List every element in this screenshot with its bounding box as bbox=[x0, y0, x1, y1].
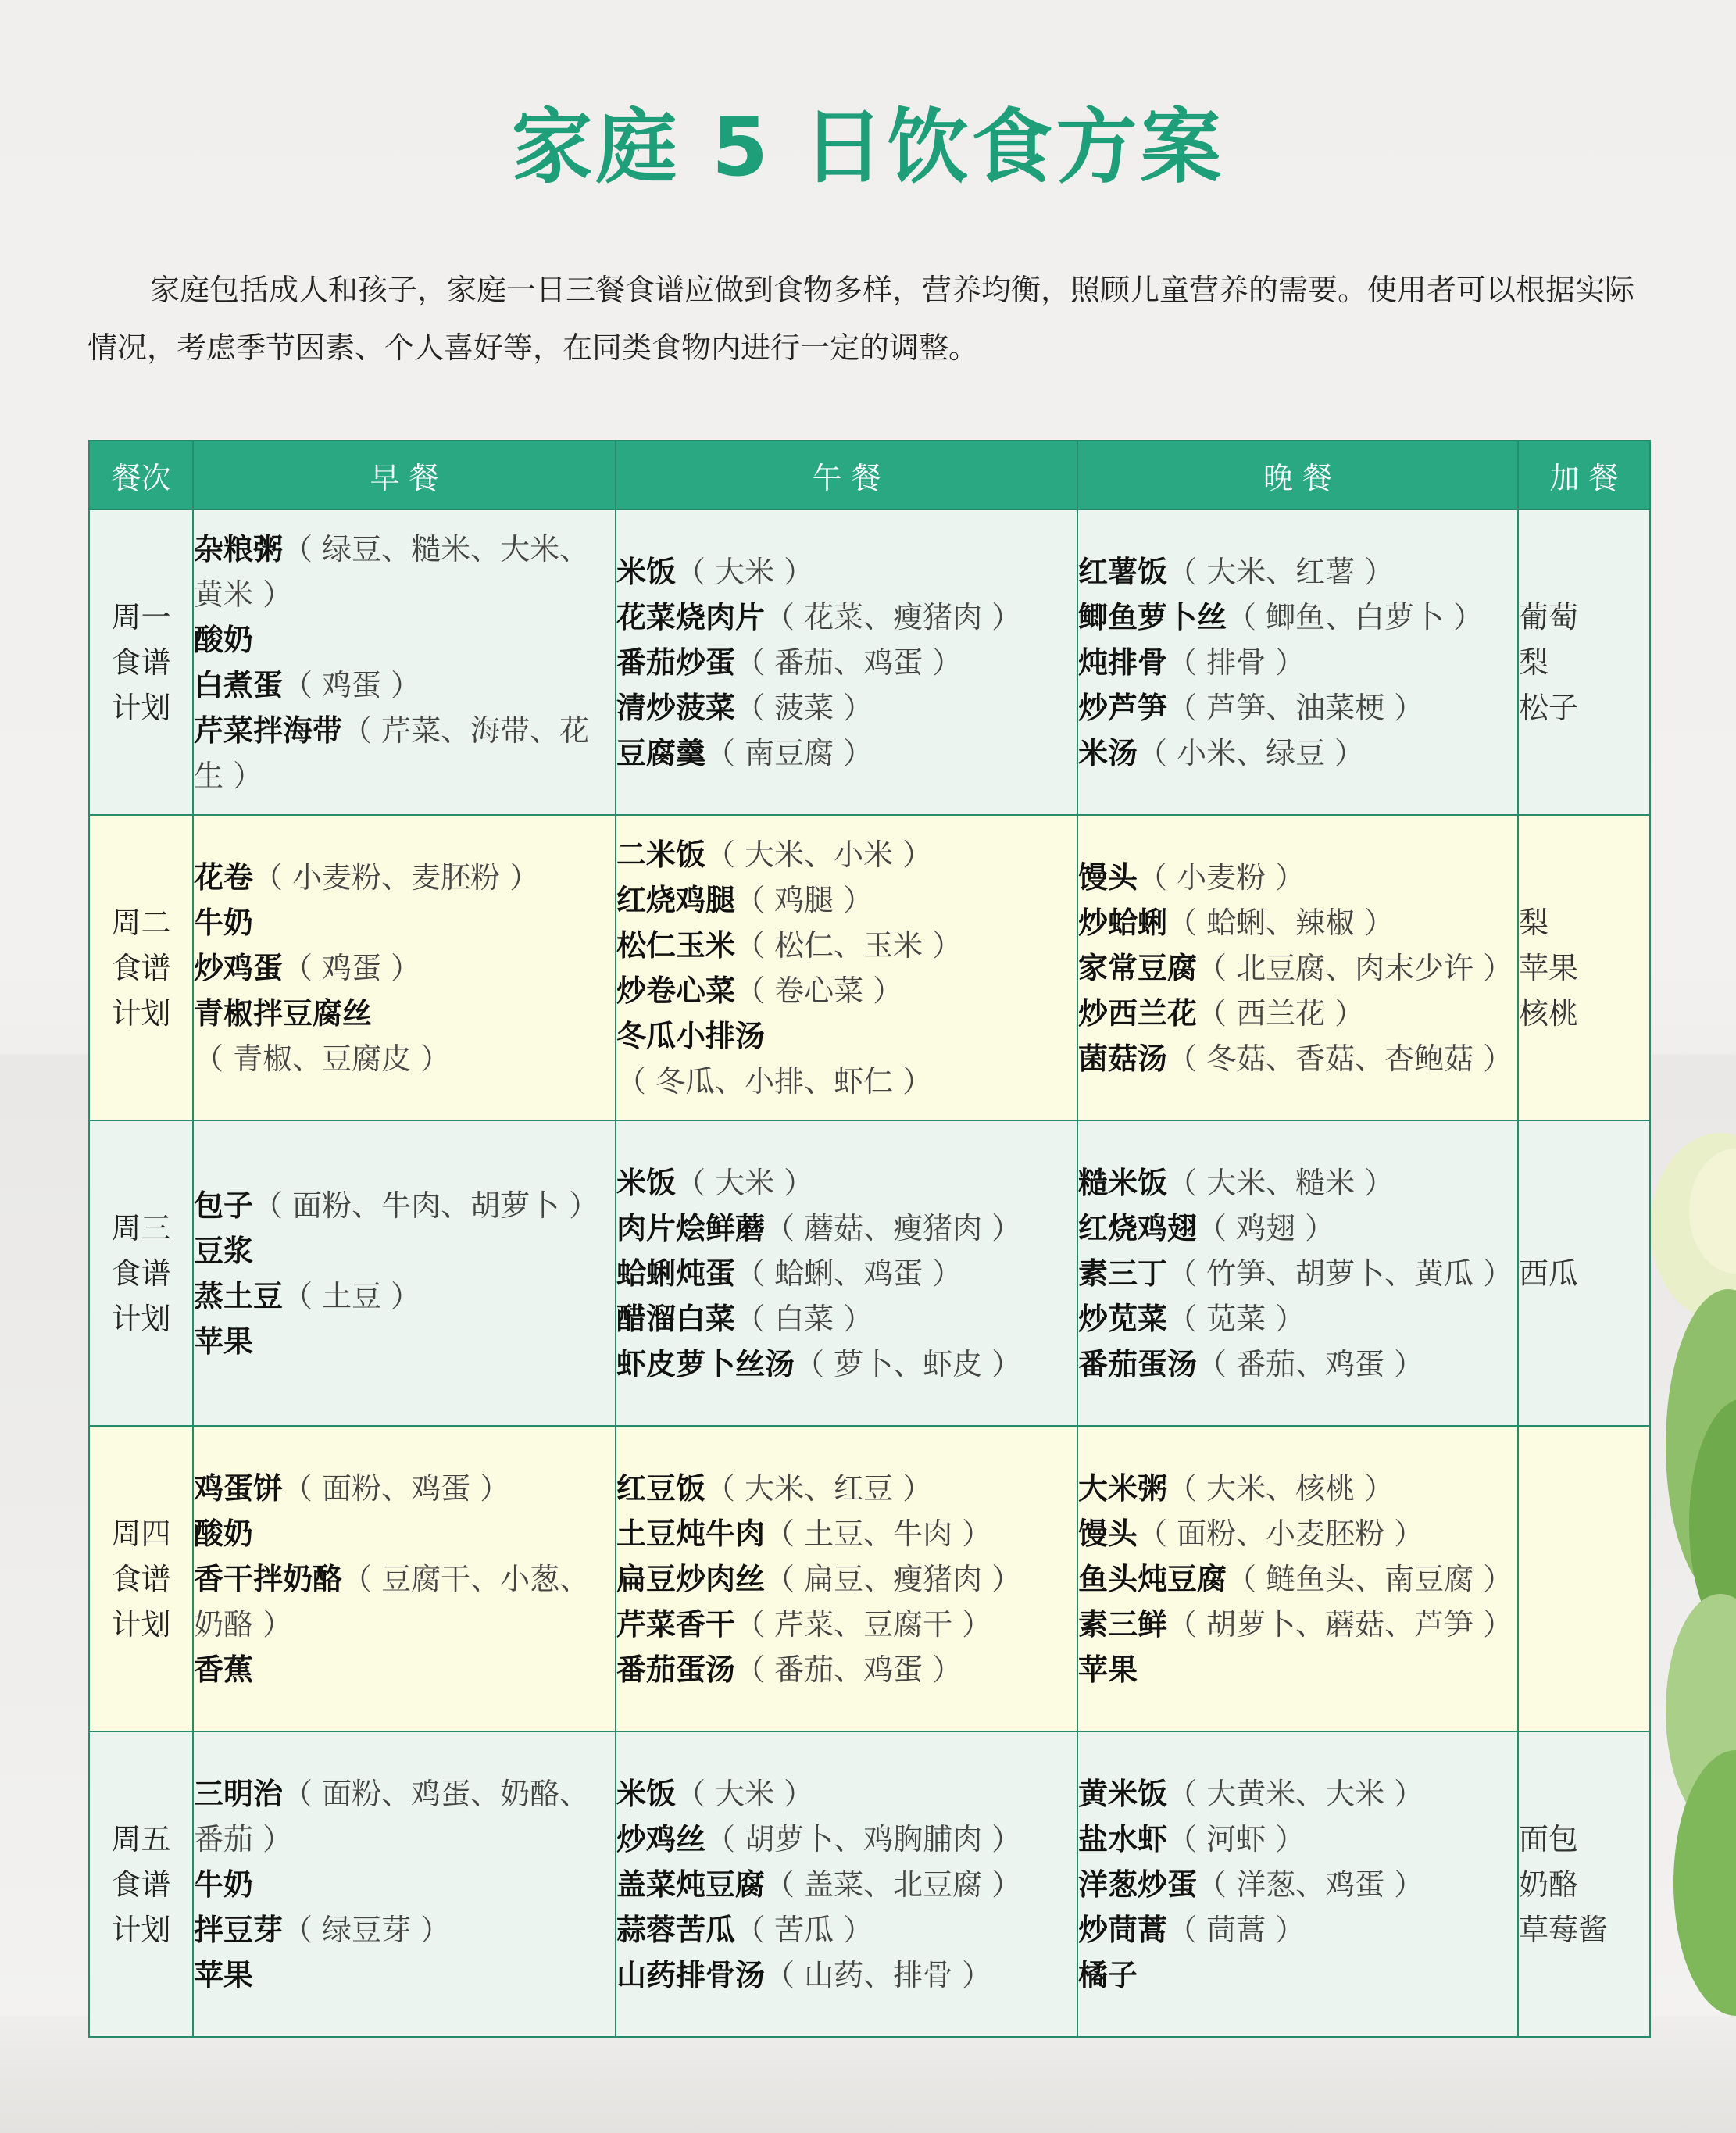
dish-ingredients: （ 苋菜 ） bbox=[1167, 1301, 1306, 1336]
dish-name: 肉片烩鲜蘑 bbox=[616, 1210, 766, 1245]
dish-ingredients: （ 大米 ） bbox=[676, 1776, 814, 1811]
dish-name: 醋溜白菜 bbox=[616, 1301, 736, 1336]
dish-item bbox=[194, 1907, 615, 1953]
extra-item: 面包 bbox=[1519, 1821, 1579, 1856]
dish-name: 酸奶 bbox=[194, 1516, 254, 1551]
dish-item bbox=[616, 731, 1077, 776]
dish-item bbox=[616, 1296, 1077, 1342]
extra-meal-cell bbox=[1518, 1120, 1650, 1426]
dish-item bbox=[1078, 1342, 1517, 1387]
dish-name: 炒蛤蜊 bbox=[1078, 905, 1168, 940]
dish-item bbox=[1078, 900, 1517, 945]
dish-name: 素三鲜 bbox=[1078, 1606, 1168, 1642]
dish-ingredients: （ 冬菇、香菇、杏鲍菇 ） bbox=[1167, 1041, 1513, 1076]
table-row bbox=[89, 815, 1650, 1120]
dish-name: 红薯饭 bbox=[1078, 554, 1168, 589]
extra-meal-cell bbox=[1518, 509, 1650, 815]
dish-ingredients: （ 土豆 ） bbox=[283, 1278, 421, 1313]
day-label-line: 周二 bbox=[111, 905, 171, 940]
dish-item bbox=[194, 1319, 615, 1364]
dish-name: 红豆饭 bbox=[616, 1470, 706, 1506]
dinner-cell bbox=[1077, 815, 1518, 1120]
day-label-line: 计划 bbox=[111, 690, 171, 725]
dish-ingredients: （ 扁豆、瘦猪肉 ） bbox=[765, 1561, 1022, 1596]
dish-ingredients: （ 大米、糙米 ） bbox=[1167, 1165, 1395, 1200]
day-label-line: 周五 bbox=[111, 1821, 171, 1856]
dish-ingredients: （ 洋葱、鸡蛋 ） bbox=[1197, 1867, 1424, 1902]
dish-item bbox=[194, 708, 615, 799]
dish-ingredients: （ 芦笋、油菜梗 ） bbox=[1167, 690, 1424, 725]
dish-item bbox=[1078, 1036, 1517, 1081]
dish-name: 白煮蛋 bbox=[194, 667, 284, 702]
dish-item bbox=[1078, 1602, 1517, 1647]
dish-item bbox=[194, 1771, 615, 1862]
dish-name: 青椒拌豆腐丝 bbox=[194, 995, 373, 1031]
dish-name: 包子 bbox=[194, 1188, 254, 1223]
dish-name: 米饭 bbox=[616, 554, 677, 589]
dish-name: 苹果 bbox=[194, 1957, 254, 1992]
dish-name: 苹果 bbox=[1078, 1652, 1138, 1687]
dish-name: 花卷 bbox=[194, 859, 254, 895]
dish-item bbox=[194, 1953, 615, 1998]
header-lunch: 午 餐 bbox=[616, 441, 1077, 509]
day-label-line: 食谱 bbox=[111, 645, 171, 680]
dish-name: 盖菜炖豆腐 bbox=[616, 1867, 766, 1902]
extra-item: 西瓜 bbox=[1519, 1256, 1579, 1291]
table-row bbox=[89, 1120, 1650, 1426]
dish-name: 香蕉 bbox=[194, 1652, 254, 1687]
dish-ingredients: （ 绿豆、糙米、大米、黄米 ） bbox=[194, 531, 590, 612]
dish-item bbox=[1078, 1206, 1517, 1251]
dish-name: 冬瓜小排汤 bbox=[616, 1018, 766, 1053]
dish-item bbox=[194, 945, 615, 991]
dish-item bbox=[194, 617, 615, 663]
dish-item bbox=[194, 1466, 615, 1511]
dish-ingredients: （ 鲢鱼头、南豆腐 ） bbox=[1227, 1561, 1513, 1596]
dish-name: 红烧鸡腿 bbox=[616, 882, 736, 917]
breakfast-cell bbox=[193, 1731, 616, 2037]
dish-item bbox=[616, 1556, 1077, 1602]
dish-item bbox=[1078, 731, 1517, 776]
dish-item bbox=[616, 1602, 1077, 1647]
dish-item bbox=[194, 991, 615, 1081]
header-meal-time: 餐次 bbox=[89, 441, 193, 509]
dish-item bbox=[616, 685, 1077, 731]
dish-name: 二米饭 bbox=[616, 837, 706, 872]
day-cell bbox=[89, 1731, 193, 2037]
dish-name: 炒鸡丝 bbox=[616, 1821, 706, 1856]
dish-ingredients: （ 大米、小米 ） bbox=[705, 837, 933, 872]
dish-item bbox=[1078, 1817, 1517, 1862]
dish-item bbox=[194, 1274, 615, 1319]
dish-item bbox=[616, 1160, 1077, 1206]
dish-ingredients: （ 芹菜、豆腐干 ） bbox=[735, 1606, 992, 1642]
dish-ingredients: （ 蘑菇、瘦猪肉 ） bbox=[765, 1210, 1022, 1245]
lunch-cell bbox=[616, 1731, 1077, 2037]
dish-name: 蒸土豆 bbox=[194, 1278, 284, 1313]
day-label-line: 计划 bbox=[111, 1301, 171, 1336]
day-label-line: 周一 bbox=[111, 599, 171, 634]
day-label-line: 食谱 bbox=[111, 1256, 171, 1291]
day-label-line: 计划 bbox=[111, 1606, 171, 1642]
dish-ingredients: （ 大米 ） bbox=[676, 1165, 814, 1200]
dish-ingredients: （ 小麦粉、麦胚粉 ） bbox=[253, 859, 540, 895]
dish-name: 蛤蜊炖蛋 bbox=[616, 1256, 736, 1291]
dish-name: 米饭 bbox=[616, 1776, 677, 1811]
dish-item bbox=[616, 877, 1077, 923]
dish-ingredients: （ 白菜 ） bbox=[735, 1301, 873, 1336]
dish-ingredients: （ 河虾 ） bbox=[1167, 1821, 1306, 1856]
dish-item bbox=[194, 1511, 615, 1556]
dish-name: 虾皮萝卜丝汤 bbox=[616, 1346, 795, 1381]
breakfast-cell bbox=[193, 509, 616, 815]
dish-ingredients: （ 面粉、牛肉、胡萝卜 ） bbox=[253, 1188, 599, 1223]
dish-ingredients: （ 松仁、玉米 ） bbox=[735, 927, 963, 963]
dish-item bbox=[616, 1466, 1077, 1511]
dish-item bbox=[1078, 1556, 1517, 1602]
dish-ingredients: （ 绿豆芽 ） bbox=[283, 1912, 451, 1947]
extra-item: 苹果 bbox=[1519, 950, 1579, 985]
dinner-cell bbox=[1077, 1426, 1518, 1731]
dish-item bbox=[616, 1013, 1077, 1104]
dish-ingredients: （ 小麦粉 ） bbox=[1138, 859, 1306, 895]
dish-item bbox=[616, 832, 1077, 877]
page-title: 家庭 5 日饮食方案 bbox=[511, 99, 1225, 195]
extra-meal-cell bbox=[1518, 1426, 1650, 1731]
dish-name: 芹菜拌海带 bbox=[194, 713, 343, 748]
dish-ingredients: （ 菠菜 ） bbox=[735, 690, 873, 725]
dish-item bbox=[616, 923, 1077, 968]
dish-item bbox=[616, 595, 1077, 640]
dish-item bbox=[1078, 855, 1517, 900]
dish-ingredients: （ 大米、红薯 ） bbox=[1167, 554, 1395, 589]
dish-ingredients: （ 面粉、鸡蛋、奶酪、番茄 ） bbox=[194, 1776, 590, 1856]
table-row bbox=[89, 509, 1650, 815]
dish-ingredients: （ 冬瓜、小排、虾仁 ） bbox=[616, 1063, 933, 1099]
day-cell bbox=[89, 509, 193, 815]
dish-name: 炖排骨 bbox=[1078, 645, 1168, 680]
dish-item bbox=[1078, 685, 1517, 731]
breakfast-cell bbox=[193, 815, 616, 1120]
dish-name: 红烧鸡翅 bbox=[1078, 1210, 1198, 1245]
dish-ingredients: （ 茼蒿 ） bbox=[1167, 1912, 1306, 1947]
dish-name: 牛奶 bbox=[194, 1867, 254, 1902]
dish-ingredients: （ 番茄、鸡蛋 ） bbox=[735, 645, 963, 680]
dish-item bbox=[616, 968, 1077, 1013]
dish-ingredients: （ 大米、核桃 ） bbox=[1167, 1470, 1395, 1506]
day-cell bbox=[89, 815, 193, 1120]
dish-name: 橘子 bbox=[1078, 1957, 1138, 1992]
dish-name: 黄米饭 bbox=[1078, 1776, 1168, 1811]
dish-item bbox=[1078, 945, 1517, 991]
dish-item bbox=[1078, 991, 1517, 1036]
dish-ingredients: （ 番茄、鸡蛋 ） bbox=[735, 1652, 963, 1687]
dish-name: 鱼头炖豆腐 bbox=[1078, 1561, 1227, 1596]
dish-item bbox=[1078, 1160, 1517, 1206]
dish-ingredients: （ 鸡翅 ） bbox=[1197, 1210, 1335, 1245]
dish-ingredients: （ 番茄、鸡蛋 ） bbox=[1197, 1346, 1424, 1381]
dish-name: 苹果 bbox=[194, 1324, 254, 1359]
dish-name: 花菜烧肉片 bbox=[616, 599, 766, 634]
dish-ingredients: （ 蛤蜊、辣椒 ） bbox=[1167, 905, 1395, 940]
dish-item bbox=[1078, 1511, 1517, 1556]
dish-ingredients: （ 蛤蜊、鸡蛋 ） bbox=[735, 1256, 963, 1291]
table-row bbox=[89, 1426, 1650, 1731]
dish-name: 大米粥 bbox=[1078, 1470, 1168, 1506]
dish-name: 米汤 bbox=[1078, 735, 1138, 770]
header-extra-meal: 加 餐 bbox=[1518, 441, 1650, 509]
dish-name: 番茄蛋汤 bbox=[616, 1652, 736, 1687]
dish-name: 牛奶 bbox=[194, 905, 254, 940]
breakfast-cell bbox=[193, 1426, 616, 1731]
dish-item bbox=[616, 1251, 1077, 1296]
dish-ingredients: （ 大黄米、大米 ） bbox=[1167, 1776, 1424, 1811]
header-breakfast: 早 餐 bbox=[193, 441, 616, 509]
day-label-line: 食谱 bbox=[111, 1867, 171, 1902]
dish-ingredients: （ 胡萝卜、蘑菇、芦笋 ） bbox=[1167, 1606, 1513, 1642]
dish-name: 炒芦笋 bbox=[1078, 690, 1168, 725]
dish-item bbox=[194, 1183, 615, 1228]
dish-name: 香干拌奶酪 bbox=[194, 1561, 343, 1596]
lunch-cell bbox=[616, 1120, 1077, 1426]
day-label-line: 食谱 bbox=[111, 1561, 171, 1596]
dish-ingredients: （ 萝卜、虾皮 ） bbox=[795, 1346, 1022, 1381]
dish-item bbox=[616, 1817, 1077, 1862]
dish-ingredients: （ 豆腐干、小葱、奶酪 ） bbox=[194, 1561, 590, 1642]
dish-item bbox=[616, 640, 1077, 685]
dish-ingredients: （ 山药、排骨 ） bbox=[765, 1957, 992, 1992]
dish-ingredients: （ 鲫鱼、白萝卜 ） bbox=[1227, 599, 1484, 634]
dish-ingredients: （ 苦瓜 ） bbox=[735, 1912, 873, 1947]
dish-ingredients: （ 大米 ） bbox=[676, 554, 814, 589]
dish-name: 土豆炖牛肉 bbox=[616, 1516, 766, 1551]
dish-name: 炒西兰花 bbox=[1078, 995, 1198, 1031]
meal-plan-table bbox=[88, 440, 1651, 2038]
dish-name: 山药排骨汤 bbox=[616, 1957, 766, 1992]
dish-item bbox=[194, 900, 615, 945]
dish-name: 鸡蛋饼 bbox=[194, 1470, 284, 1506]
dish-item bbox=[616, 1953, 1077, 1998]
dinner-cell bbox=[1077, 1120, 1518, 1426]
extra-meal-cell bbox=[1518, 1731, 1650, 2037]
extra-item: 草莓酱 bbox=[1519, 1912, 1609, 1947]
dish-ingredients: （ 北豆腐、肉末少许 ） bbox=[1197, 950, 1513, 985]
day-cell bbox=[89, 1426, 193, 1731]
dish-item bbox=[616, 1206, 1077, 1251]
dish-item bbox=[616, 1862, 1077, 1907]
dish-name: 炒卷心菜 bbox=[616, 973, 736, 1008]
dish-name: 鲫鱼萝卜丝 bbox=[1078, 599, 1227, 634]
day-label-line: 计划 bbox=[111, 995, 171, 1031]
day-label-line: 周三 bbox=[111, 1210, 171, 1245]
dish-name: 米饭 bbox=[616, 1165, 677, 1200]
dish-item bbox=[1078, 549, 1517, 595]
extra-meal-cell bbox=[1518, 815, 1650, 1120]
day-label-line: 计划 bbox=[111, 1912, 171, 1947]
dish-name: 松仁玉米 bbox=[616, 927, 736, 963]
dish-ingredients: （ 西兰花 ） bbox=[1197, 995, 1365, 1031]
dinner-cell bbox=[1077, 1731, 1518, 2037]
dish-ingredients: （ 土豆、牛肉 ） bbox=[765, 1516, 992, 1551]
dish-item bbox=[1078, 1862, 1517, 1907]
dish-name: 素三丁 bbox=[1078, 1256, 1168, 1291]
dish-item bbox=[1078, 1907, 1517, 1953]
dish-item bbox=[194, 1862, 615, 1907]
dish-ingredients: （ 面粉、小麦胚粉 ） bbox=[1138, 1516, 1424, 1551]
dish-item bbox=[616, 1342, 1077, 1387]
extra-item: 葡萄 bbox=[1519, 599, 1579, 634]
dish-item bbox=[194, 663, 615, 708]
dish-ingredients: （ 花菜、瘦猪肉 ） bbox=[765, 599, 1022, 634]
dish-ingredients: （ 小米、绿豆 ） bbox=[1138, 735, 1365, 770]
dish-ingredients: （ 面粉、鸡蛋 ） bbox=[283, 1470, 510, 1506]
dish-name: 炒茼蒿 bbox=[1078, 1912, 1168, 1947]
dish-name: 蒜蓉苦瓜 bbox=[616, 1912, 736, 1947]
dish-name: 杂粮粥 bbox=[194, 531, 284, 566]
extra-item: 梨 bbox=[1519, 645, 1549, 680]
dish-name: 三明治 bbox=[194, 1776, 284, 1811]
dish-name: 盐水虾 bbox=[1078, 1821, 1168, 1856]
dish-name: 扁豆炒肉丝 bbox=[616, 1561, 766, 1596]
extra-item: 松子 bbox=[1519, 690, 1579, 725]
lunch-cell bbox=[616, 509, 1077, 815]
dish-item bbox=[616, 1771, 1077, 1817]
dish-item bbox=[194, 527, 615, 617]
dish-name: 酸奶 bbox=[194, 622, 254, 657]
dish-item bbox=[1078, 1953, 1517, 1998]
day-cell bbox=[89, 1120, 193, 1426]
dish-item bbox=[616, 1511, 1077, 1556]
lunch-cell bbox=[616, 815, 1077, 1120]
dish-ingredients: （ 鸡腿 ） bbox=[735, 882, 873, 917]
dish-name: 馒头 bbox=[1078, 859, 1138, 895]
dish-name: 馒头 bbox=[1078, 1516, 1138, 1551]
dish-item bbox=[616, 1647, 1077, 1692]
dish-ingredients: （ 竹笋、胡萝卜、黄瓜 ） bbox=[1167, 1256, 1513, 1291]
dish-name: 炒鸡蛋 bbox=[194, 950, 284, 985]
dish-name: 清炒菠菜 bbox=[616, 690, 736, 725]
dish-item bbox=[1078, 1251, 1517, 1296]
table-row bbox=[89, 1731, 1650, 2037]
dish-item bbox=[616, 1907, 1077, 1953]
dish-name: 芹菜香干 bbox=[616, 1606, 736, 1642]
dish-ingredients: （ 鸡蛋 ） bbox=[283, 667, 421, 702]
dish-item bbox=[1078, 1771, 1517, 1817]
dinner-cell bbox=[1077, 509, 1518, 815]
intro-paragraph: 家庭包括成人和孩子，家庭一日三餐食谱应做到食物多样，营养均衡，照顾儿童营养的需要。使用者可以根据实际情况，考虑季节因素、个人喜好等，在同类食物内进行一定的调整。 bbox=[88, 273, 1635, 365]
dish-item bbox=[1078, 1466, 1517, 1511]
dish-ingredients: （ 青椒、豆腐皮 ） bbox=[194, 1041, 451, 1076]
dish-item bbox=[1078, 640, 1517, 685]
dish-name: 菌菇汤 bbox=[1078, 1041, 1168, 1076]
dish-name: 番茄蛋汤 bbox=[1078, 1346, 1198, 1381]
lunch-cell bbox=[616, 1426, 1077, 1731]
dish-item bbox=[194, 1647, 615, 1692]
dish-name: 豆浆 bbox=[194, 1233, 254, 1268]
dish-name: 番茄炒蛋 bbox=[616, 645, 736, 680]
day-label-line: 食谱 bbox=[111, 950, 171, 985]
dish-name: 糙米饭 bbox=[1078, 1165, 1168, 1200]
dish-ingredients: （ 鸡蛋 ） bbox=[283, 950, 421, 985]
dish-item bbox=[1078, 1647, 1517, 1692]
dish-ingredients: （ 卷心菜 ） bbox=[735, 973, 903, 1008]
header-dinner: 晚 餐 bbox=[1077, 441, 1518, 509]
extra-item: 奶酪 bbox=[1519, 1867, 1579, 1902]
extra-item: 梨 bbox=[1519, 905, 1549, 940]
dish-ingredients: （ 芹菜、海带、花生 ） bbox=[194, 713, 590, 793]
table-header-row bbox=[89, 441, 1650, 509]
dish-ingredients: （ 排骨 ） bbox=[1167, 645, 1306, 680]
dish-item bbox=[1078, 1296, 1517, 1342]
dish-item bbox=[1078, 595, 1517, 640]
breakfast-cell bbox=[193, 1120, 616, 1426]
extra-item: 核桃 bbox=[1519, 995, 1579, 1031]
dish-ingredients: （ 胡萝卜、鸡胸脯肉 ） bbox=[705, 1821, 1022, 1856]
dish-item bbox=[616, 549, 1077, 595]
day-label-line: 周四 bbox=[111, 1516, 171, 1551]
dish-item bbox=[194, 1556, 615, 1647]
dish-item bbox=[194, 855, 615, 900]
dish-item bbox=[194, 1228, 615, 1274]
dish-name: 家常豆腐 bbox=[1078, 950, 1198, 985]
dish-name: 拌豆芽 bbox=[194, 1912, 284, 1947]
dish-ingredients: （ 大米、红豆 ） bbox=[705, 1470, 933, 1506]
dish-ingredients: （ 盖菜、北豆腐 ） bbox=[765, 1867, 1022, 1902]
dish-name: 豆腐羹 bbox=[616, 735, 706, 770]
dish-name: 洋葱炒蛋 bbox=[1078, 1867, 1198, 1902]
dish-name: 炒苋菜 bbox=[1078, 1301, 1168, 1336]
dish-ingredients: （ 南豆腐 ） bbox=[705, 735, 873, 770]
